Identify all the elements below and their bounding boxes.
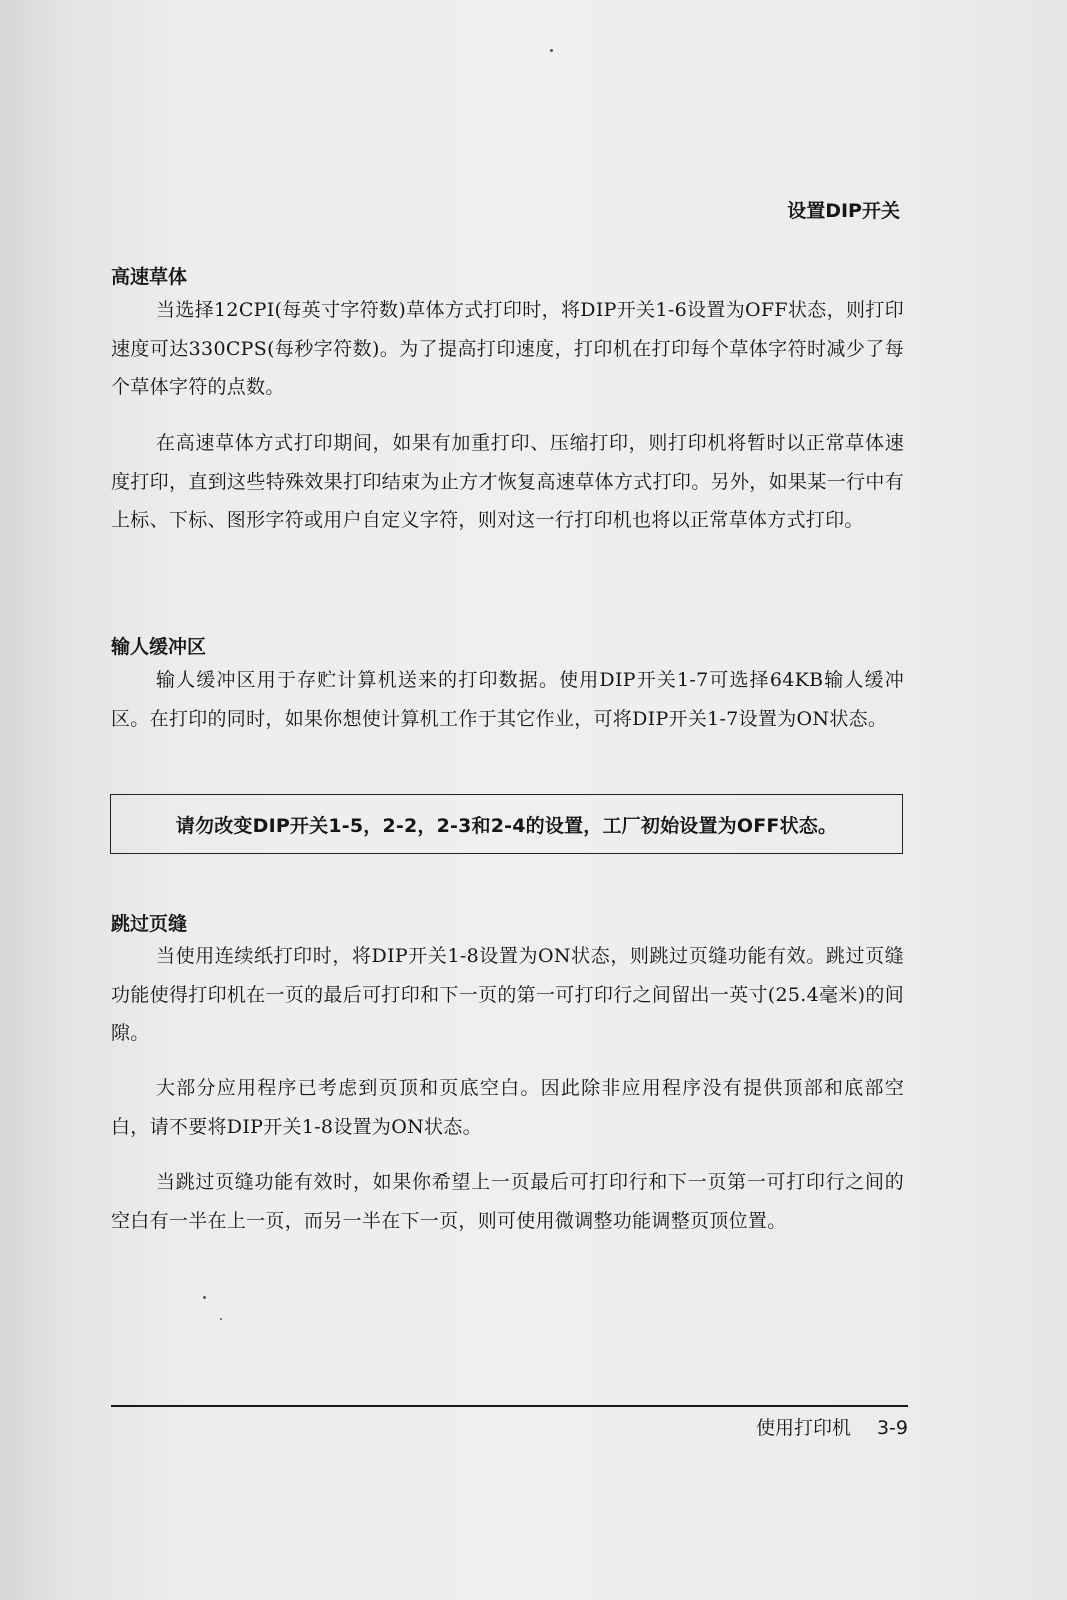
notice-text: 请勿改变DIP开关1-5，2-2，2-3和2-4的设置，工厂初始设置为OFF状态。: [175, 814, 838, 837]
scan-speck: [550, 49, 553, 52]
scan-speck: [220, 1318, 222, 1320]
paragraph-skip-perforation-2: 大部分应用程序已考虑到页顶和页底空白。因此除非应用程序没有提供顶部和底部空白，请不要将DIP开关1-8设置为ON状态。: [111, 1077, 904, 1138]
section-title-skip-perforation: 跳过页缝: [111, 913, 188, 935]
running-head: 设置DIP开关: [787, 200, 900, 222]
paragraph-high-speed-draft-1: 当选择12CPI(每英寸字符数)草体方式打印时，将DIP开关1-6设置为OFF状态，则打印速度可达330CPS(每秒字符数)。为了提高打印速度，打印机在打印每个草体字符时减少了每个草体字符的点数。: [111, 299, 904, 398]
section-title-high-speed-draft: 高速草体: [111, 266, 188, 288]
scan-speck: [203, 1296, 206, 1299]
page-footer: [700, 1413, 908, 1440]
footer-chapter-title: 使用打印机: [755, 1417, 851, 1439]
paragraph-input-buffer-1: 输人缓冲区用于存贮计算机送来的打印数据。使用DIP开关1-7可选择64KB输人缓冲区。在打印的同时，如果你想使计算机工作于其它作业，可将DIP开关1-7设置为ON状态。: [111, 669, 904, 730]
paragraph-high-speed-draft-2: 在高速草体方式打印期间，如果有加重打印、压缩打印，则打印机将暂时以正常草体速度打印，直到这些特殊效果打印结束为止方才恢复高速草体方式打印。另外，如果某一行中有上标、下标、图形字符或用户自定义字符，则对这一行打印机也将以正常草体方式打印。: [111, 432, 904, 531]
footer-rule: [111, 1405, 908, 1407]
page-number: 3-9: [876, 1417, 908, 1439]
notice-box: [110, 794, 903, 854]
paragraph-skip-perforation-3: 当跳过页缝功能有效时，如果你希望上一页最后可打印行和下一页第一可打印行之间的空白有一半在上一页，而另一半在下一页，则可使用微调整功能调整页顶位置。: [111, 1171, 904, 1232]
section-title-input-buffer: 输人缓冲区: [111, 636, 207, 658]
paragraph-skip-perforation-1: 当使用连续纸打印时，将DIP开关1-8设置为ON状态，则跳过页缝功能有效。跳过页缝功能使得打印机在一页的最后可打印和下一页的第一可打印行之间留出一英寸(25.4毫米)的间隙。: [111, 945, 904, 1044]
